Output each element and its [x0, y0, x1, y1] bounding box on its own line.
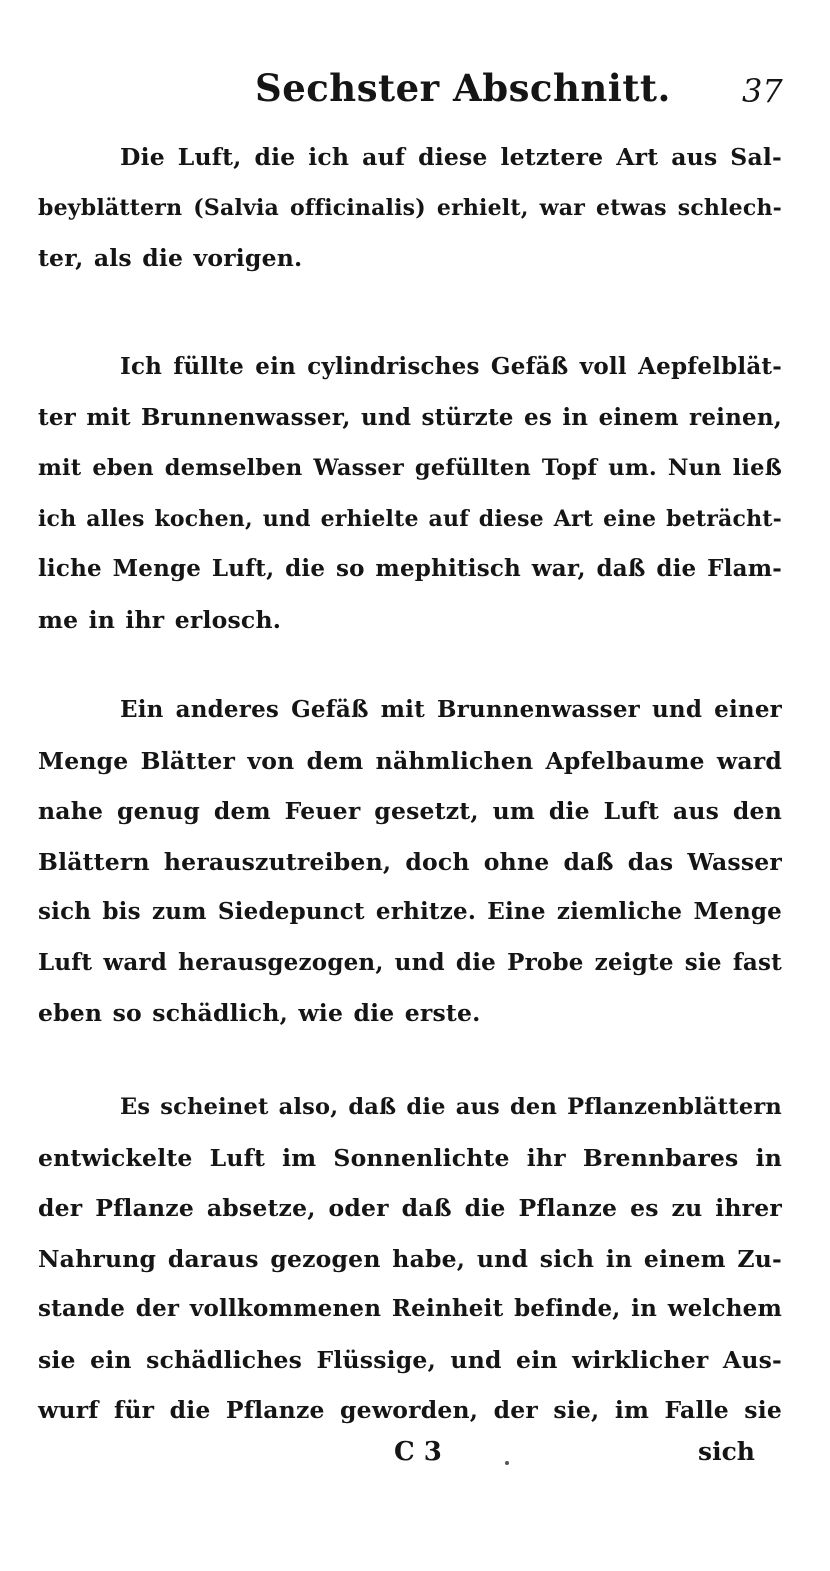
- text-line: sie ein schädliches Flüssige, und ein wirklicher Aus-: [38, 1345, 782, 1374]
- text-line: me in ihr erlosch.: [38, 605, 282, 634]
- text-line: stande der vollkommenen Reinheit befinde, in welchem: [38, 1295, 782, 1322]
- text-line: Menge Blätter von dem nähmlichen Apfelbaume ward: [38, 746, 782, 775]
- page-number: 37: [742, 72, 783, 110]
- text-line: wurf für die Pflanze geworden, der sie, im Falle sie: [38, 1396, 782, 1424]
- signature-mark: C 3: [394, 1437, 442, 1467]
- text-line: ter mit Brunnenwasser, und stürzte es in einem reinen,: [38, 403, 782, 431]
- running-title: Sechster Abschnitt.: [255, 66, 671, 110]
- text-line: sich bis zum Siedepunct erhitze. Eine ziemliche Menge: [38, 898, 782, 925]
- text-line: Die Luft, die ich auf diese letztere Art aus Sal-: [120, 143, 782, 171]
- text-line: der Pflanze absetze, oder daß die Pflanze es zu ihrer: [38, 1194, 782, 1222]
- text-line: eben so schädlich, wie die erste.: [38, 999, 481, 1027]
- text-line: Ich füllte ein cylindrisches Gefäß voll Aepfelblät-: [120, 353, 782, 380]
- text-line: ter, als die vorigen.: [38, 244, 303, 272]
- text-line: Blättern herauszutreiben, doch ohne daß das Wasser: [38, 847, 782, 876]
- text-line: Ein anderes Gefäß mit Brunnenwasser und einer: [120, 696, 782, 723]
- text-line: Luft ward herausgezogen, und die Probe zeigte sie fast: [38, 948, 782, 976]
- page-header: [0, 58, 830, 118]
- paragraph-2: [38, 342, 782, 645]
- ink-speck: [505, 1461, 509, 1465]
- text-line: beyblättern (Salvia officinalis) erhielt, war etwas schlech-: [38, 194, 782, 221]
- paragraph-3: [38, 685, 782, 1039]
- text-line: ich alles kochen, und erhielte auf diese Art eine beträcht-: [38, 505, 782, 532]
- text-line: mit eben demselben Wasser gefüllten Topf um. Nun ließ: [38, 455, 782, 481]
- text-line: Es scheinet also, daß die aus den Pflanzenblättern: [120, 1094, 782, 1120]
- page-footer: [0, 1437, 830, 1487]
- text-line: entwickelte Luft im Sonnenlichte ihr Brennbares in: [38, 1143, 782, 1172]
- text-line: nahe genug dem Feuer gesetzt, um die Luft aus den: [38, 797, 782, 825]
- catchword: sich: [698, 1437, 755, 1466]
- text-line: liche Menge Luft, die so mephitisch war, daß die Flam-: [38, 555, 782, 582]
- paragraph-4: [38, 1082, 782, 1436]
- paragraph-1: [38, 132, 782, 284]
- text-line: Nahrung daraus gezogen habe, und sich in einem Zu-: [38, 1244, 782, 1273]
